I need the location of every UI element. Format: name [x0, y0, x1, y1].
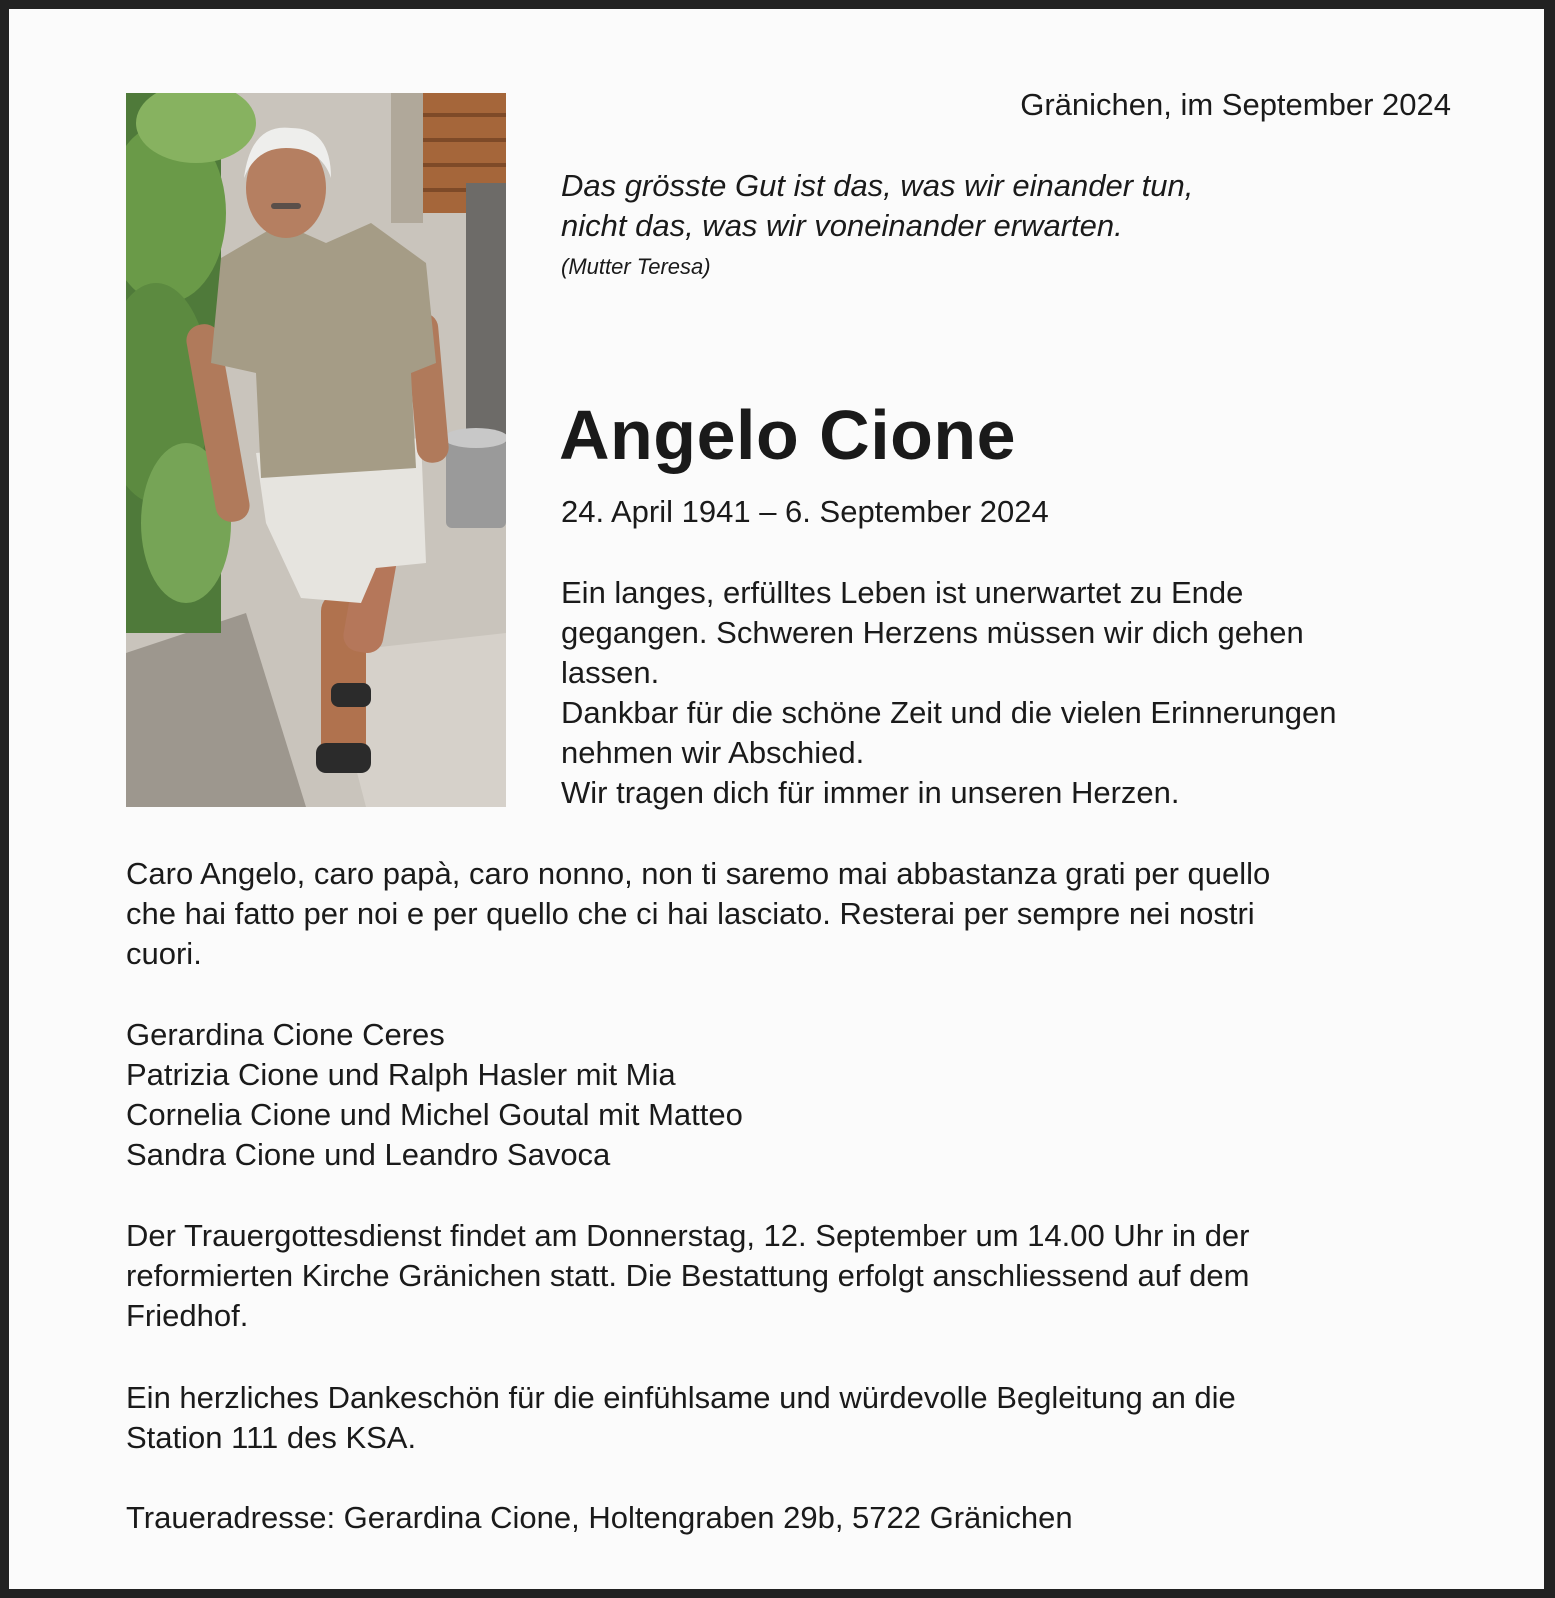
life-dates: 24. April 1941 – 6. September 2024: [561, 494, 1049, 529]
family-member: Cornelia Cione und Michel Goutal mit Matteo: [126, 1097, 743, 1132]
thanks-line: Ein herzliches Dankeschön für die einfühlsame und würdevolle Begleitung an die: [126, 1380, 1236, 1415]
family-member: Sandra Cione und Leandro Savoca: [126, 1137, 611, 1172]
mourning-address: [126, 1498, 1073, 1538]
family-list: [126, 1015, 743, 1175]
quote-line: Das grösste Gut ist das, was wir einander tun,: [561, 168, 1194, 203]
thanks-line: Station 111 des KSA.: [126, 1420, 417, 1455]
italian-line: cuori.: [126, 936, 202, 971]
place-date: Gränichen, im September 2024: [1020, 87, 1451, 122]
intro-line: Wir tragen dich für immer in unseren Herzen.: [561, 775, 1180, 810]
thanks-note: [126, 1378, 1236, 1458]
intro-line: gegangen. Schweren Herzens müssen wir dich gehen: [561, 615, 1304, 650]
intro-text: [561, 573, 1336, 813]
family-member: Gerardina Cione Ceres: [126, 1017, 445, 1052]
italian-line: Caro Angelo, caro papà, caro nonno, non ti saremo mai abbastanza grati per quello: [126, 856, 1271, 891]
service-info: [126, 1216, 1250, 1336]
italian-message: [126, 854, 1270, 974]
family-member: Patrizia Cione und Ralph Hasler mit Mia: [126, 1057, 676, 1092]
service-line: Der Trauergottesdienst findet am Donnerstag, 12. September um 14.00 Uhr in der: [126, 1218, 1250, 1253]
italian-line: che hai fatto per noi e per quello che ci hai lasciato. Resterai per sempre nei nostri: [126, 896, 1255, 931]
quote-line: nicht das, was wir voneinander erwarten.: [561, 208, 1123, 243]
service-line: Friedhof.: [126, 1298, 249, 1333]
portrait-photo: [126, 93, 506, 807]
intro-line: Ein langes, erfülltes Leben ist unerwartet zu Ende: [561, 575, 1244, 610]
quote: [561, 166, 1193, 246]
service-line: reformierten Kirche Gränichen statt. Die Bestattung erfolgt anschliessend auf dem: [126, 1258, 1250, 1293]
intro-line: nehmen wir Abschied.: [561, 735, 865, 770]
intro-line: lassen.: [561, 655, 660, 690]
quote-author: (Mutter Teresa): [561, 254, 711, 279]
address-line: Traueradresse: Gerardina Cione, Holtengraben 29b, 5722 Gränichen: [126, 1500, 1073, 1535]
deceased-name: Angelo Cione: [559, 396, 1017, 474]
intro-line: Dankbar für die schöne Zeit und die vielen Erinnerungen: [561, 695, 1337, 730]
